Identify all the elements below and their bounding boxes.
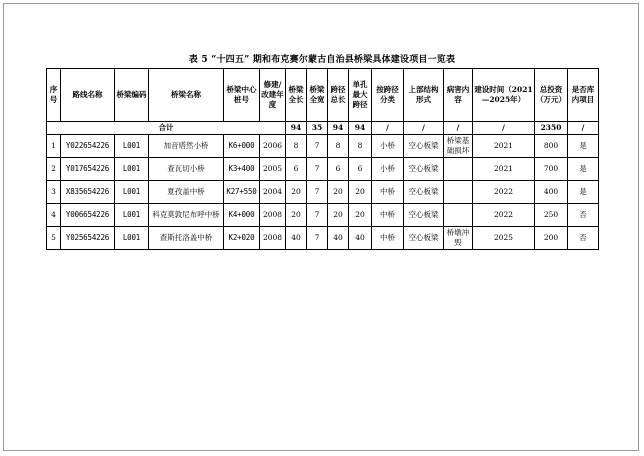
total-defect: / (444, 122, 473, 135)
header-cell: 上部结构形式 (404, 69, 444, 122)
span-total-cell: 20 (328, 181, 349, 204)
total-structure: / (404, 122, 444, 135)
build-time-cell: 2022 (473, 181, 535, 204)
stake-number-cell: K27+550 (224, 181, 260, 204)
bridge-name-cell: 查斯托洛盖中桥 (149, 227, 224, 250)
span-class-cell: 中桥 (372, 227, 404, 250)
span-total-cell: 40 (328, 227, 349, 250)
header-cell: 桥梁名称 (149, 69, 224, 122)
bridge-code-cell: L001 (115, 204, 149, 227)
build-time-cell: 2022 (473, 204, 535, 227)
header-row (47, 69, 599, 122)
build-year-cell: 2004 (260, 181, 286, 204)
header-cell: 总投资（万元） (535, 69, 568, 122)
in-library-cell: 是 (568, 181, 599, 204)
header-cell: 建设时间（2021—2025年） (473, 69, 535, 122)
max-span-cell: 20 (349, 204, 372, 227)
structure-type-cell: 空心板梁 (404, 227, 444, 250)
investment-cell: 250 (535, 204, 568, 227)
total-label: 合计 (47, 122, 286, 135)
build-year-cell: 2005 (260, 158, 286, 181)
data-rows (47, 135, 599, 250)
investment-cell: 700 (535, 158, 568, 181)
header-cell: 单孔最大跨径 (349, 69, 372, 122)
build-year-cell: 2008 (260, 204, 286, 227)
defect-content-cell (444, 158, 473, 181)
bridge-length-cell: 6 (286, 158, 307, 181)
build-time-cell: 2025 (473, 227, 535, 250)
max-span-cell: 40 (349, 227, 372, 250)
table-row (47, 181, 599, 204)
row-number-cell: 5 (47, 227, 61, 250)
row-number-cell: 3 (47, 181, 61, 204)
span-class-cell: 中桥 (372, 181, 404, 204)
header-cell: 桥梁全长 (286, 69, 307, 122)
header-cell: 修建/改建年度 (260, 69, 286, 122)
header-cell: 病害内容 (444, 69, 473, 122)
max-span-cell: 8 (349, 135, 372, 158)
bridge-length-cell: 40 (286, 227, 307, 250)
in-library-cell: 是 (568, 135, 599, 158)
structure-type-cell: 空心板梁 (404, 158, 444, 181)
bridge-name-cell: 查瓦切小桥 (149, 158, 224, 181)
build-year-cell: 2006 (260, 135, 286, 158)
route-code-cell: X835654226 (61, 181, 115, 204)
bridge-name-cell: 加音塔然小桥 (149, 135, 224, 158)
span-class-cell: 小桥 (372, 158, 404, 181)
route-code-cell: Y017654226 (61, 158, 115, 181)
bridge-name-cell: 科克莫敦尼布呼中桥 (149, 204, 224, 227)
header-cell: 桥梁编码 (115, 69, 149, 122)
in-library-cell: 否 (568, 204, 599, 227)
investment-cell: 200 (535, 227, 568, 250)
route-code-cell: Y025654226 (61, 227, 115, 250)
structure-type-cell: 空心板梁 (404, 135, 444, 158)
structure-type-cell: 空心板梁 (404, 204, 444, 227)
header-cell: 桥梁中心桩号 (224, 69, 260, 122)
row-number-cell: 4 (47, 204, 61, 227)
total-length: 94 (286, 122, 307, 135)
max-span-cell: 20 (349, 181, 372, 204)
total-investment: 2350 (535, 122, 568, 135)
bridge-length-cell: 8 (286, 135, 307, 158)
span-class-cell: 小桥 (372, 135, 404, 158)
total-row (47, 122, 599, 135)
investment-cell: 400 (535, 181, 568, 204)
table-title: 表 5 “十四五” 期和布克赛尔蒙古自治县桥梁具体建设项目一览表 (188, 55, 456, 65)
build-time-cell: 2021 (473, 135, 535, 158)
build-year-cell: 2008 (260, 227, 286, 250)
stake-number-cell: K2+020 (224, 227, 260, 250)
bridge-code-cell: L001 (115, 227, 149, 250)
header-cell: 跨径总长 (328, 69, 349, 122)
table-row (47, 227, 599, 250)
route-code-cell: Y022654226 (61, 135, 115, 158)
table-row (47, 204, 599, 227)
header-cell: 是否库内项目 (568, 69, 599, 122)
bridge-code-cell: L001 (115, 135, 149, 158)
stake-number-cell: K6+000 (224, 135, 260, 158)
defect-content-cell (444, 181, 473, 204)
total-max-span: 94 (349, 122, 372, 135)
structure-type-cell: 空心板梁 (404, 181, 444, 204)
bridge-width-cell: 7 (307, 227, 328, 250)
total-in-library: / (568, 122, 599, 135)
bridge-code-cell: L001 (115, 158, 149, 181)
table-row (47, 135, 599, 158)
total-width: 35 (307, 122, 328, 135)
bridge-length-cell: 20 (286, 204, 307, 227)
bridge-length-cell: 20 (286, 181, 307, 204)
span-total-cell: 8 (328, 135, 349, 158)
header-cell: 序号 (47, 69, 61, 122)
span-total-cell: 6 (328, 158, 349, 181)
total-build-time: / (473, 122, 535, 135)
route-code-cell: Y006654226 (61, 204, 115, 227)
stake-number-cell: K3+400 (224, 158, 260, 181)
header-cell: 桥梁全宽 (307, 69, 328, 122)
defect-content-cell: 桥墩冲毁 (444, 227, 473, 250)
span-total-cell: 20 (328, 204, 349, 227)
table-row (47, 158, 599, 181)
row-number-cell: 2 (47, 158, 61, 181)
header-cell: 路线名称 (61, 69, 115, 122)
bridge-width-cell: 7 (307, 181, 328, 204)
bridge-width-cell: 7 (307, 135, 328, 158)
defect-content-cell: 桥梁基础损坏 (444, 135, 473, 158)
total-class: / (372, 122, 404, 135)
bridge-width-cell: 7 (307, 204, 328, 227)
in-library-cell: 否 (568, 227, 599, 250)
defect-content-cell (444, 204, 473, 227)
header-cell: 按跨径分类 (372, 69, 404, 122)
bridge-code-cell: L001 (115, 181, 149, 204)
max-span-cell: 6 (349, 158, 372, 181)
bridge-width-cell: 7 (307, 158, 328, 181)
bridge-name-cell: 夏孜盖中桥 (149, 181, 224, 204)
bridge-project-table (46, 68, 599, 250)
investment-cell: 800 (535, 135, 568, 158)
span-class-cell: 中桥 (372, 204, 404, 227)
stake-number-cell: K4+000 (224, 204, 260, 227)
in-library-cell: 是 (568, 158, 599, 181)
row-number-cell: 1 (47, 135, 61, 158)
total-span: 94 (328, 122, 349, 135)
build-time-cell: 2021 (473, 158, 535, 181)
